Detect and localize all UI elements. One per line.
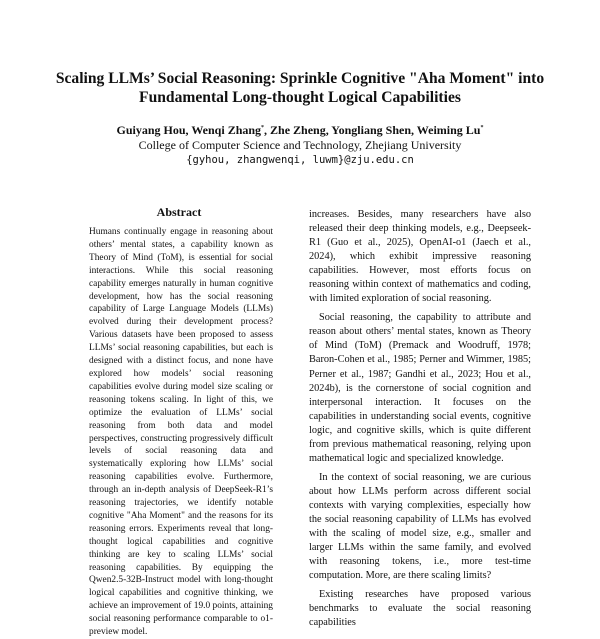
abstract-text: Humans continually engage in reasoning about others’ mental states, a capability known as Theory of Mind (ToM), is essential for social interactions. While this social reasoning capability emerges naturally in human cognitive development, how has the social reasoning capability of Large Language Models (LLMs) evolved during their development process? Various datasets have been proposed to assess LLMs’ social reasoning capabilities, but each is designed with a distinct focus, and none have explored how models’ social reasoning capabilities evolve during model size scaling or reasoning tokens scaling. In light of this, we optimize the evaluation of LLMs’ social reasoning from both data and model perspectives, constructing progressively difficult levels of social reasoning data and systematically exploring how LLMs’ social reasoning capabilities evolve. Furthermore, through an in-depth analysis of DeepSeek-R1’s reasoning trajectories, we identify notable cognitive "Aha Moment" and the reasons for its reasoning errors. Experiments reveal that long-thought logical capabilities and cognitive thinking are key to scaling LLMs’ social reasoning capabilities. By equipping the Qwen2.5-32B-Instruct model with long-thought logical capabilities and cognitive thinking, we achieve an improvement of 19.0 points, attaining social reasoning performance comparable to o1-preview model. xyxy=(89,227,273,638)
affiliation: College of Computer Science and Technology, Zhejiang University xyxy=(138,138,462,152)
author: Guiyang Hou xyxy=(116,123,186,137)
author: Zhe Zheng xyxy=(270,123,326,137)
paper-title: Scaling LLMs’ Social Reasoning: Sprinkle Cognitive "Aha Moment" into Fundamental Long-thought Logical Capabilities xyxy=(55,70,545,106)
body-paragraph: increases. Besides, many researchers have also released their deep thinking models, e.g., Deepseek-R1 (Guo et al., 2025), OpenAI-o1 (Jaech et al., 2024), which exhibit impressive reasoning capabilities. However, most efforts focus on reasoning within context of mathematics and coding, with limited exploration of social reasoning. xyxy=(309,209,531,305)
author-email: {gyhou, zhangwenqi, luwm}@zju.edu.cn xyxy=(186,154,414,166)
body-paragraph: In the context of social reasoning, we are curious about how LLMs perform across different social contexts with varying complexities, especially how the social reasoning capability of LLMs has evolved with the scaling of model size, e.g., smaller and larger LLMs within the same family, and evolved with reasoning tokens, i.e., more test-time computation. More, are there scaling limits? xyxy=(309,471,531,582)
author: Yongliang Shen xyxy=(331,123,411,137)
body-paragraph: Existing researches have proposed various benchmarks to evaluate the social reasoning capabilities xyxy=(309,589,531,629)
author-list: Guiyang Hou, Wenqi Zhang*, Zhe Zheng, Yongliang Shen, Weiming Lu* xyxy=(116,123,484,137)
body-column-right xyxy=(309,208,531,635)
author: Weiming Lu* xyxy=(416,123,484,137)
abstract-heading: Abstract xyxy=(156,205,202,219)
author: Wenqi Zhang* xyxy=(191,123,265,137)
body-paragraph: Social reasoning, the capability to attribute and reason about others’ mental states, known as Theory of Mind (ToM) (Premack and Woodruff, 1978; Baron-Cohen et al., 1985; Perner and Wimmer, 1985; Perner et al., 1987; Gandhi et al., 2023; Hou et al., 2024b), is the cornerstone of social cognition and interpersonal interaction. It focuses on the capabilities in understanding social events, cognitive logic, and cognitive skills, which is quite different from previous mathematical reasoning, relying upon mathematical logic and specialized knowledge. xyxy=(309,312,531,464)
